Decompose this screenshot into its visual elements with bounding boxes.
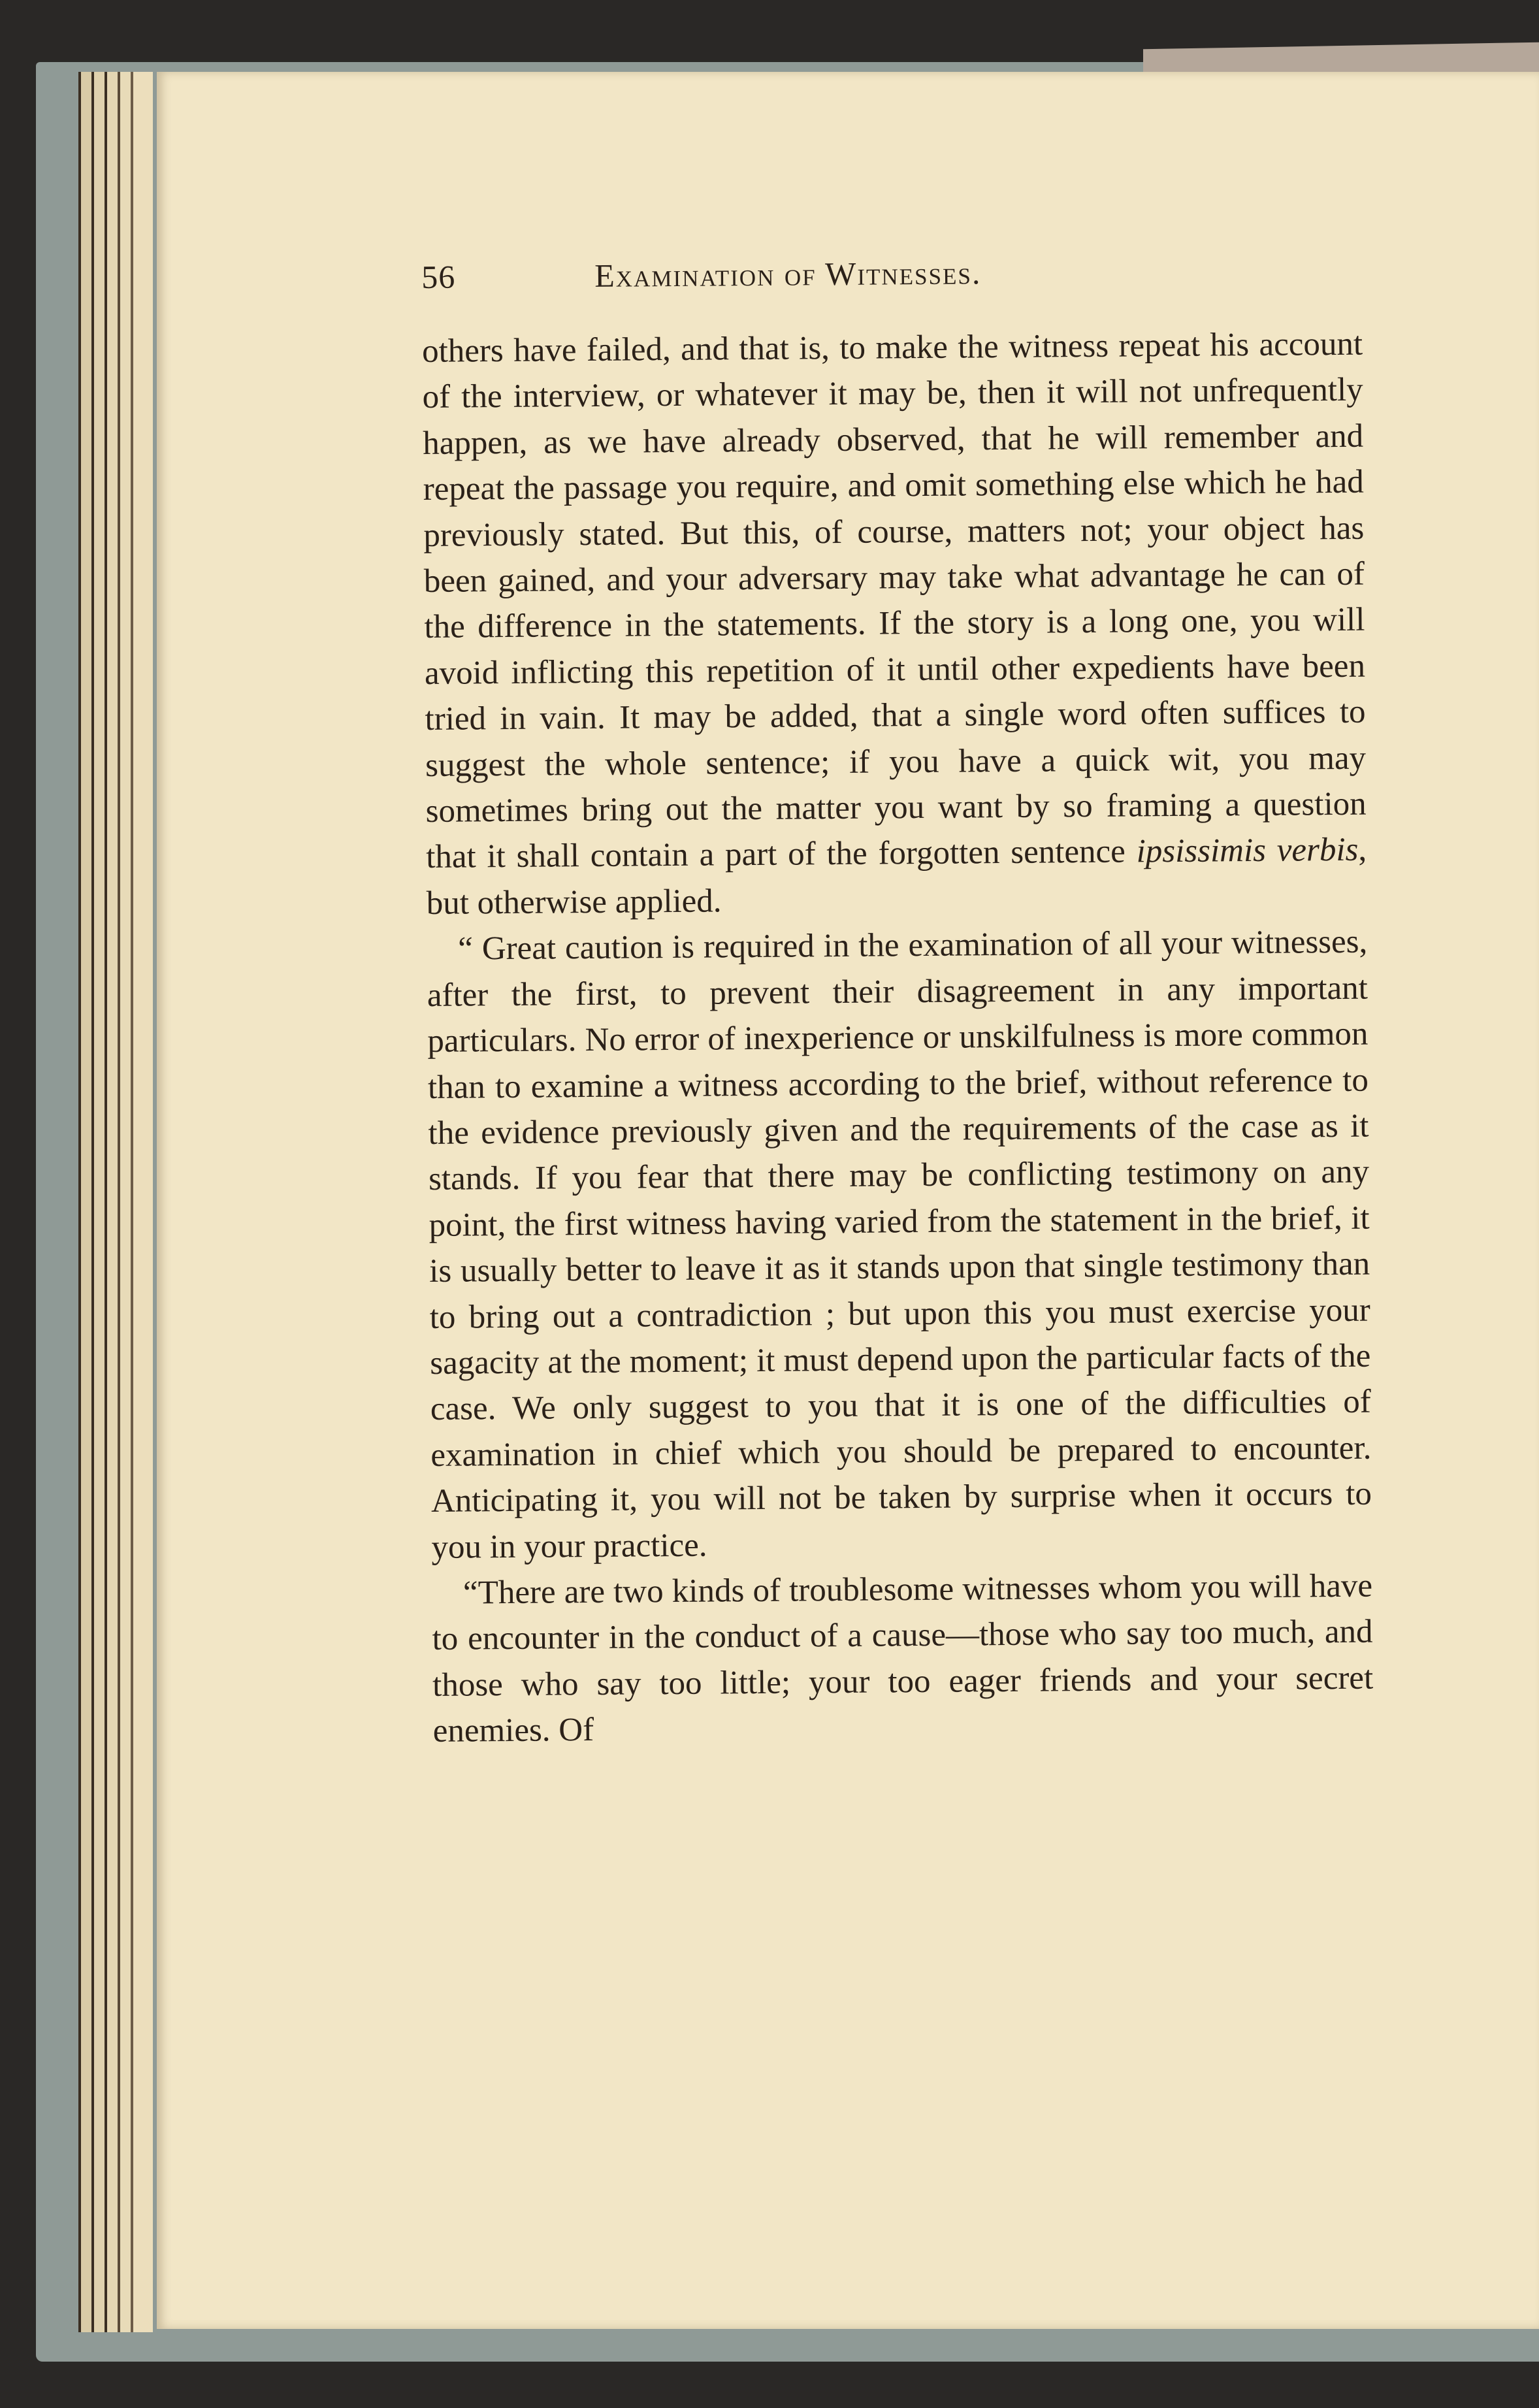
paragraph-1-italic-phrase: ipsissimis verbis bbox=[1136, 832, 1359, 870]
page-number: 56 bbox=[421, 258, 456, 295]
page-leaf bbox=[131, 72, 153, 2332]
page-content bbox=[421, 251, 1374, 1755]
running-head bbox=[421, 251, 1363, 317]
paragraph-1-text-b: , but otherwise applied. bbox=[426, 832, 1367, 922]
paragraph-3: “There are two kinds of troublesome witnesses whom you will have to encounter in the conduct of a cause—those who say too much, and those who say too little; your too eager friends and your secret enemies. Of bbox=[432, 1567, 1374, 1750]
paragraph-2: “ Great caution is required in the examination of all your witnesses, after the first, to prevent their disagreement in any important particulars. No error of inexperience or unskilfulness is more common than to examine a witness according to the brief, without reference to the evidence previously given and the requirements of the case as it stands. If you fear that there may be conflicting testimony on any point, the first witness having varied from the statement in the brief, it is usually better to leave it as it stands upon that single testimony than to bring out a contradiction ; but upon this you must exercise your sagacity at the moment; it must depend upon the particular facts of the case. We only suggest to you that it is one of the difficulties of examination in chief which you should be prepared to encounter. Anticipating it, you will not be taken by surprise when it occurs to you in your practice. bbox=[427, 923, 1372, 1566]
paragraph-1-text-a: others have failed, and that is, to make the witness repeat his account of the interview, or whatever it may be, then it will not unfrequently happen, as we have already observed, that he will remember and repeat the passage you require, and omit something else which he had previously stated. But this, of course, matters not; your object has been gained, and your adversary may take what advantage he can of the difference in the statements. If the story is a long one, you will avoid inflicting this repetition of it until other expedients have been tried in vain. It may be added, that a single word often suffices to suggest the whole sentence; if you have a quick wit, you may sometimes bring out the matter you want by so framing a question that it shall contain a part of the forgotten sentence bbox=[421, 325, 1367, 876]
paragraph-1 bbox=[422, 321, 1367, 927]
running-title: Examination of Witnesses. bbox=[594, 254, 982, 294]
body-text bbox=[422, 321, 1374, 1755]
